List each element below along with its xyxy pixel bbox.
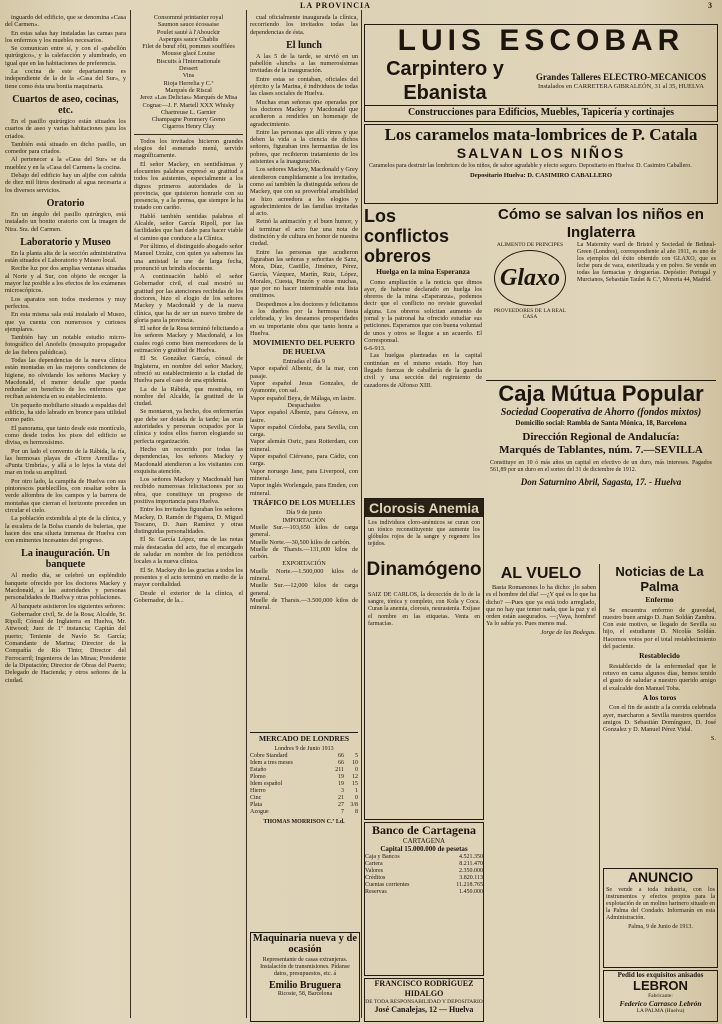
table-row: [365, 889, 483, 896]
table-row: [250, 760, 358, 767]
table-cell: 19: [338, 773, 344, 780]
subheading: Entradas el día 9: [282, 358, 326, 366]
table-row: [250, 788, 358, 795]
paragraph: Recibe luz por dos amplias ventanas situadas al Norte y al Sur, con objeto de recoger la mayor luz posible a los efectos de los exámenes microscópicos.: [5, 265, 126, 295]
paragraph: Se comunican entre sí, y con el «pabellón quirúrgico», y la calefacción y alumbrado, en igual que en las habitaciones de preferencia.: [5, 45, 126, 67]
conflicts-article: [364, 206, 482, 494]
menu-item: Saumon sauce écossaise: [157, 21, 220, 29]
page-number: 3: [708, 1, 712, 10]
table-cell: 1.450.000: [459, 889, 483, 895]
table-cell: Cobre Standard: [250, 752, 288, 759]
market-table: [250, 753, 358, 816]
table-cell: 15: [352, 780, 358, 787]
column-1: [5, 14, 126, 1020]
table-cell: Plata: [250, 801, 262, 808]
ad-address: Instalados en CARRETERA GIBRALEÓN, 31 al 35, HUELVA: [538, 83, 704, 90]
paragraph: Los señores Mackey y Macdonald han recibido numerosas felicitaciones por su obra, que constituye un progreso de positiva importancia para Huelva.: [134, 476, 243, 505]
section-heading: MOVIMIENTO DEL PUERTO DE HUELVA: [253, 338, 355, 356]
paragraph: La población extendida al pie de la clínica, y la escalera de la Bolsa cuando de bulerias, que hacen dos una silueta inmensa de Huelva con con eminentes incesantes del progreso.: [5, 515, 126, 545]
ad-address: LA PALMA (Huelva): [636, 1008, 685, 1014]
table-row: [365, 868, 483, 875]
table-cell: 0: [355, 794, 358, 801]
subheading: Día 9 de junio: [286, 509, 322, 517]
ad-brand: LEBRON: [633, 978, 688, 993]
ad-capital: Capital 15.000.000 de pesetas: [380, 845, 468, 853]
paragraph: Reinó la animación y el buen humor, y al terminar el acto fue una nota de distinción y de cultura en honor de nuestra ciudad.: [250, 218, 358, 248]
ad-subtitle: Fabricante:: [648, 993, 673, 999]
ad-body: Caramelos para destruir las lombrices de los niños, de sabor agradable y efecto seguro. Depositario en Huelva: D. Casimiro Caballero.: [369, 163, 692, 169]
menu-item: Filet de bœuf rôti, pommes soufflées: [142, 43, 235, 51]
port-entry: Vapor español Jesus Gonzales, de Ayamonte, con sal.: [250, 380, 358, 395]
paragraph: Por otro lado, la campiña de Huelva con sus pintorescos pueblecillos, con resaltar sobre la verde alfombra de los campos y la barrera de montañas que cierran el horizonte preceden un circular el cielo.: [5, 477, 126, 514]
table-cell: 12: [352, 773, 358, 780]
table-cell: Idem español: [250, 780, 283, 787]
port-departures: [250, 409, 358, 497]
paragraph: La cocina de este departamento es independiente de la de la «Casa del Sur», y tiene como ésta una bonita maquinaria.: [5, 68, 126, 90]
paragraph: Por último, el distinguido abogado señor Manuel Urzáiz, con quien ya sabemos las una amistad le une de larga fecha, pronunció un brindis elocuente.: [134, 242, 243, 272]
table-row: [250, 774, 358, 781]
al-vuelo-article: [486, 564, 596, 1020]
table-cell: 19: [338, 780, 344, 787]
section-heading: Cuartos de aseo, cocinas, etc.: [12, 93, 119, 116]
ad-product: Dinamógeno: [366, 559, 482, 580]
ad-address: José Canalejas, 12 — Huelva: [374, 1005, 474, 1014]
paragraph: Desde el exterior de la clínica, el Gobernador, de la...: [134, 589, 243, 604]
table-cell: 2.350.000: [459, 868, 483, 874]
paragraph: En esta misma sala está instalado el Museo, que ya cuenta con numerosos y curiosos ejemplares.: [5, 311, 126, 333]
table-cell: 4.521.350: [459, 854, 483, 860]
port-entry: Vapor español Albeniz, para Génova, en lastre.: [250, 409, 358, 424]
paragraph: Basta Romanones lo ha dicho: ¡lo saben es el hombre del día! —¿Y qué es lo que ha dicho? —Pues que ya está todo arreglado, que no hay que temer nada, que la paz y el orden están asegurados. —¡Vaya, hombre! Ya lo sabía yo. Pues menos mal.: [486, 584, 596, 628]
paragraph: Los señores Mackey, Macdonald y Grey atendieron cumplidamente a los invitados, como así también la distinguida señora de Mackey, que con su proverbial amabilidad se hizo acreedora a los elogios y agradecimientos de las familias invitadas al acto.: [250, 166, 358, 218]
ad-address: Ricoste, 58, Barcelona: [277, 991, 333, 997]
ad-domicile: Domicilio social: Rambla de Santa Mónica, 18, Barcelona: [515, 419, 687, 427]
table-cell: Estaño: [250, 766, 267, 773]
paragraph: Los aparatos son todos modernos y muy perfectos.: [5, 295, 126, 310]
article-date: 6-6-913.: [364, 345, 386, 353]
ad-agent: Don Saturnino Abril, Sagasta, 17. - Huelva: [520, 477, 682, 487]
table-row: [250, 809, 358, 816]
ad-depositary: Depositario Huelva: D. CASIMIRO CABALLERO: [469, 172, 613, 179]
article-signature: Jorge de las Bodegas.: [540, 628, 596, 636]
menu-title: Consommé printanier royal: [153, 14, 224, 21]
table-cell: 21: [338, 794, 344, 801]
ad-subtitle: SALVAN LOS NIÑOS: [456, 145, 626, 161]
paragraph: En el pasillo quirúrgico están situados los cuartos de aseo y varias habitaciones para los criados.: [5, 117, 126, 140]
ad-name: Emilio Bruguera: [269, 980, 341, 991]
paragraph: Como ampliación a la noticia que dimos ayer, de haberse declarado en huelga los obreros de la mina «Esperanza», podemos decir que el conflicto no reviste gravedad alguna. Los obreros solicitan aumento de jornal y la patronal ha ofrecido estudiar sus peticiones. Esperamos que con buena voluntad de unos y otros se llegue a un acuerdo. El Corresponsal.: [364, 278, 482, 344]
ad-title: Caja Mútua Popular: [498, 381, 704, 406]
divider: [134, 134, 243, 135]
traffic-entry: Muelle Sur.—12,000 kilos de carga general.: [250, 582, 358, 597]
table-cell: 1: [355, 787, 358, 794]
table-cell: Reservas: [365, 889, 387, 895]
port-entry: Vapor español Ciérvano, para Cádiz, con carga.: [250, 453, 358, 468]
table-cell: 3: [341, 787, 344, 794]
paragraph: A las 5 de la tarde, se sirvió en un pabellón «lunch» a las numerosísimas invitadas de la inauguración.: [250, 52, 358, 75]
table-cell: Caja y Bancos: [365, 854, 400, 860]
menu-item: Rioja Herrelia y C.ª: [163, 79, 214, 87]
caja-ad: [486, 380, 716, 559]
paragraph: El Sr. González García, cónsul de Inglaterra, en nombre del señor Mackey, ofreció su establecimiento a la ciudad de Huelva para el caso de una epidemia.: [134, 355, 243, 385]
article-title: Los conflictos obreros: [364, 206, 450, 266]
article-title: AL VUELO: [500, 565, 582, 582]
caption: PROVEEDORES DE LA REAL CASA: [493, 308, 567, 320]
catala-ad: [364, 124, 718, 204]
exports-list: [250, 568, 358, 612]
column-rule: [599, 564, 600, 1018]
ad-maker: Federico Carrasco Lebrón: [619, 999, 702, 1008]
balance-table: [365, 854, 483, 896]
paragraph: Entre las personas que acudieron figuraban las señoras y señoritas de Sanz, Mora, Díaz, Castillo, Jiménez, Pérez, García, Vázquez, Martín, Ruiz, López, Morales, Cuesta, Pinzón y otras muchas, que por no hacer interminable esta lista omitimos.: [250, 248, 358, 300]
table-cell: Cuentas corrientes: [365, 882, 410, 888]
paragraph: Debajo del edificio hay un aljibe con cabida de diez mil litros destinado al agua necesaria a los diversos servicios.: [5, 172, 126, 194]
table-cell: 8.211.470: [459, 861, 483, 867]
ad-body: Constituye en 10 ó más años un capital en efectivo de un duro, más intereses. Pagados 561,89 por un duro en el sorteo del 31 de diciembre de 1912.: [490, 460, 712, 473]
paragraph: Con el fin de asistir a la corrida celebrada ayer, marcharon a Sevilla nuestros queridos amigos D. Sebastián Domínguez, D. José Gonzalez y D. Manuel Pérez Vidal.: [603, 704, 716, 734]
table-cell: Azogue: [250, 808, 269, 815]
port-entry: Vapor alemán Osric, para Rotterdam, con mineral.: [250, 438, 358, 453]
paragraph: Entre las personas que allí vimos y que deben la vida a la ciencia de dichos señores, figuraban tres hermanitas de los pobres, que recibieron tratamiento de los asistentes a la inauguración.: [250, 128, 358, 166]
table-cell: 66: [338, 759, 344, 766]
paragraph: Se montaron, ya hecho, dos enfermerías que debe ser dotada de la tarde; las eran autoridades y personas ocupados por la clínica y todos ellos fueron elogiando su perfecta organización.: [134, 408, 243, 445]
paragraph: A continuación habló el señor Gobernador civil, el cual mostró su gratitud por las atenciones recibidas de los doctores, hizo el elogio de los señores Mackey y Macdonald y de la nueva clínica, que ha de ser un nuevo timbre de gloria para la provincia.: [134, 273, 243, 324]
port-entry: Vapor noruego Jane, para Liverpool, con mineral.: [250, 467, 358, 482]
section-heading: El lunch: [286, 39, 322, 51]
glaxo-logo: [494, 250, 566, 306]
paragraph: En un ángulo del pasillo quirúrgico, está instalado un bonito oratorio con la imagen de Ntra. Sra. del Carmen.: [5, 210, 126, 233]
table-cell: Cartera: [365, 861, 383, 867]
ad-direction: Dirección Regional de Andalucía:: [522, 431, 680, 443]
ad-body: La Maternity ward de Bristol y Sociedad de Bethnal-Green (Londres), correspondiente al año 1911, es uno de los ejemplos del éxito obtenido con GLAXO, que es leche pura de vaca, esterilizada y en polvo. Se vende en todas las farmacias y droguerías. Depósito: Portugal y Murcianos, Sebastián Taulet & C.ª, Moreria 44, Madrid.: [577, 242, 716, 283]
ad-body: Los individuos cloro-anémicos se curan con un tónico reconstituyente que aumente los glóbulos rojos de la sangre y regenere los tejidos.: [368, 520, 480, 547]
column-3: [250, 14, 358, 726]
table-row: [250, 767, 358, 774]
la-palma-news: [603, 564, 716, 864]
subheading: IMPORTACIÓN: [282, 516, 326, 524]
paragraph: Al medio día, se celebró un espléndido banquete ofrecido por los doctores Mackey y Macdonald, a las autoridades y personas personalidades de Huelva y otras poblaciones.: [5, 572, 126, 602]
table-cell: 211: [335, 766, 344, 773]
menu-item: Dessert: [179, 65, 198, 73]
menu-item: Vins: [182, 72, 195, 80]
port-entry: Vapor inglés Worlengale, para Emden, con mineral.: [250, 482, 358, 497]
menu-item: Champagne Pommery Greno: [151, 116, 226, 124]
table-cell: Créditos: [365, 875, 386, 881]
paragraph: Todas las dependencias de la nueva clínica están montadas en las mejores condiciones de higiene, no olvidando los señores Mackey y Macdonald, el menor detalle que pueda redundar en beneficio de los enfermos que reciban asistencia en su establecimiento.: [5, 356, 126, 401]
paragraph: Un pequeño mobiliario situado a espaldas del edificio, ha sido labrado en bronce para utilidad como patio.: [5, 401, 126, 424]
table-cell: 66: [338, 752, 344, 759]
ad-address: Marqués de Tablantes, núm. 7.—SEVILLA: [499, 444, 703, 456]
menu-item: Chartreuse L. Garnier: [160, 108, 217, 116]
traffic-entry: Muelle Sur.—103,650 kilos de carga general.: [250, 523, 358, 539]
menu-item: Mousse glacé Louise: [161, 50, 216, 58]
section-heading: TRÁFICO DE LOS MUELLES: [252, 497, 356, 507]
market-title: MERCADO DE LONDRES: [258, 734, 349, 743]
traffic-entry: Muelle Norte.—30,500 kilos de carbón.: [250, 538, 351, 546]
subheading: Restablecido: [639, 651, 680, 661]
port-entry: Vapor español Córdoba, para Sevilla, con carga.: [250, 423, 358, 439]
table-row: [365, 875, 483, 882]
column-2: [134, 14, 243, 1020]
ad-title: ANUNCIO: [627, 869, 694, 885]
ad-trade: Grandes Talleres ELECTRO-MECANICOS: [535, 72, 707, 82]
ad-name: FRANCISCO RODRÍGUEZ HIDALGO: [374, 979, 474, 998]
ad-title: Los caramelos mata-lombrices de P. Catala: [384, 125, 698, 144]
ad-body: SAIZ DE CARLOS, la decocción de lo de la sangre, tónica y completo, con Kola y Coca. Curan la anemia, clorosis, neurastenia. Exíjase el nombre en las etiquetas. Venta en farmacias.: [368, 592, 480, 627]
ad-subtitle: DE TODA RESPONSABILIDAD Y DEPOSITARIO: [365, 999, 483, 1005]
table-cell: Valores: [365, 868, 383, 874]
table-cell: 27: [338, 801, 344, 808]
menu-item: Asperges sauce Chablis: [158, 35, 219, 43]
paragraph: También hay un notable estudio micro-fotográfico del Anofelis (mosquito propagador de las fiebres palúdicas).: [5, 334, 126, 356]
table-cell: 8: [355, 808, 358, 815]
paragraph: Por un lado el convento de la Rábida, la ría, las hermosas playas de «Torre Arenilla» y «Punta Umbría», y allá a lo lejos la vista del mar en toda su amplitud.: [5, 447, 126, 477]
table-cell: Cinc: [250, 794, 262, 801]
table-cell: Plomo: [250, 773, 266, 780]
table-cell: 3/8: [350, 801, 358, 808]
banquet-menu: [134, 21, 243, 130]
ad-title: Maquinaria nueva y de ocasión: [252, 933, 358, 955]
lebron-ad: [603, 970, 718, 1022]
article-title: Noticias de La Palma: [615, 564, 704, 594]
rodriguez-ad: [364, 978, 484, 1022]
paragraph: Gobernador civil, Sr. de la Rosa; Alcalde, Sr. Ripoll; Cónsul de Inglaterra en Huelva, Mr. Attwood; Juez de 1ª instancia; Capitán del puerto; Teniente de Navío Sr. García; Comandante de Marina; Director de la Compañía de Río Tinto; Director del Ferrocarril; Ingenieros de las Minas; Presidente de la Diputación; Director de Obras del Puerto; Delegado de Hacienda; y otros señores de la ciudad.: [5, 610, 126, 684]
port-entry: Vapor español Beya, de Málaga, en lastre.: [250, 394, 356, 402]
traffic-entry: Muelle de Tharsis.—3.500,000 kilos de mineral.: [250, 596, 358, 612]
paragraph: Se encuentra enfermo de gravedad, nuestro buen amigo D. Juan Soldán Zambra. Con este motivo, se llegado de Sevilla su hijo, el estudiante D. Nicolás Soldán. Hacemos votos por el total restablecimiento del paciente.: [603, 606, 716, 650]
ad-name: LUIS ESCOBAR: [397, 24, 685, 57]
maquinaria-ad: [250, 932, 360, 1022]
traffic-entry: Muelle Norte.—1.500,000 kilos de mineral.: [250, 567, 358, 582]
paragraph: Restablecido de la enfermedad que le retuvo en cama algunos días, hemos tenido el gusto de saludar a nuestro querido amigo el exalcalde don Manuel Toba.: [603, 662, 716, 692]
table-row: [365, 861, 483, 868]
table-cell: 5: [355, 752, 358, 759]
paragraph: También está situado en dicho pasillo, un comedor para criados.: [5, 140, 126, 156]
paragraph: Entre los invitados figuraban los señores Mackey, D. Ramón de Figuera, D. Miguel Toscano, D. Juan Ramírez y otras distinguidas personalidades.: [134, 506, 243, 536]
menu-item: Marqués de Riscal: [165, 86, 212, 94]
port-entry: Vapor español Albeniz, de la mar, con pasaje.: [250, 365, 358, 380]
paragraph: El señor de la Rosa terminó felicitando a los señores Mackey y Macdonald, a los cuales rogó como bien merecedores de la estimación y gratitud de Huelva.: [134, 325, 243, 355]
table-cell: 7: [341, 808, 344, 815]
menu-item: Cigarros Henry Clay: [162, 123, 215, 131]
paragraph: El Sr. García López, una de las notas más destacadas del acto, fue el encargado de saludar en nombre de los periódicos locales a la nueva clínica.: [134, 536, 243, 566]
anuncio-ad: [603, 868, 718, 968]
banco-ad: [364, 822, 484, 976]
paragraph: cual oficialmente inaugurada la clínica, recorriendo los invitados todas las dependencias de ésta.: [250, 14, 358, 36]
paragraph: Habló también sentidas palabras el Alcalde, señor García Ripoll, por las facilidades que han dado para hacer viable el camino que conduce a la Clínica.: [134, 212, 243, 242]
paragraph: Al pertenecer a la «Casa del Sur» se da mueblez y en la «Casa del Carmen» la cocina.: [5, 156, 126, 171]
table-cell: 0: [355, 766, 358, 773]
logo-text: Glaxo: [500, 264, 560, 291]
subheading: EXPORTACIÓN: [282, 560, 326, 568]
market-signature: THOMAS MORRISON C.ª Ld.: [263, 818, 345, 825]
table-row: [250, 795, 358, 802]
article-signature: S.: [710, 734, 716, 742]
paragraph: El señor Mackey, en sentidísimas y elocuentes palabras expresó su gratitud a todos los asistentes, especialmente a los dignos primeros autoridades de la provincia, que quisieron honrarle con su presencia, y a la prensa, que siempre le ha tratado con cariño.: [134, 160, 243, 212]
column-rule: [246, 10, 247, 1018]
paragraph: Despedimos a los doctores y felicitamos a los dueños por la hermosa fiesta celebrada, y les deseamos prosperidades en su importante obra que tanto honra a Huelva.: [250, 300, 358, 337]
table-row: [250, 781, 358, 788]
subheading: Enfermo: [645, 595, 674, 604]
ad-title: Cómo se salvan los niños en Inglaterra: [498, 206, 704, 241]
menu-item: Cognac—J. F. Martell XXX Whisky: [142, 101, 235, 109]
paragraph: Entre estas se contaban, oficiales del ejército y la Marina, é individuos de todas las clases sociales de Huelva.: [250, 75, 358, 98]
paragraph: Muchas eran señoras que operadas por los doctores Mackey y Macdonald que acudieron a rendirles un homenaje de agradecimiento.: [250, 98, 358, 128]
ad-subtitle: Sociedad Cooperativa de Ahorro (fondos mixtos): [500, 407, 702, 418]
paragraph: inguardo del edificio, que se denomina «Casa del Carmen».: [5, 14, 126, 29]
ad-city: CARTAGENA: [402, 837, 446, 845]
column-rule: [130, 10, 131, 1018]
section-heading: Laboratorio y Museo: [20, 236, 111, 248]
port-arrivals: [250, 365, 358, 401]
paragraph: Al banquete asistieron los siguientes señores:: [11, 602, 126, 610]
column-rule: [361, 10, 362, 1018]
london-market: [250, 732, 358, 929]
page-label: LA PROVINCIA: [300, 1, 371, 10]
table-cell: Idem a tres meses: [250, 759, 293, 766]
ad-title: Clorosis Anemia: [365, 499, 483, 517]
menu-item: Biscuits à l'Internationale: [156, 57, 221, 65]
dinamogeno-ad: [364, 498, 484, 820]
market-date: Londres 9 de Junio 1913: [274, 745, 334, 752]
imports-list: [250, 524, 358, 560]
article-subtitle: Huelga en la mina Esperanza: [376, 267, 470, 276]
menu-item: Poulet sauté à l'Abouckir: [156, 28, 221, 36]
table-cell: 11.218.765: [456, 882, 483, 888]
paragraph: El Sr. Mackey dio las gracias a todos los presentes y el acto terminó en medio de la mayor cordialidad.: [134, 566, 243, 589]
menu-item: Jerez «Las Delicias» Marqués de Misa: [139, 94, 238, 102]
ad-trade: Carpintero y Ebanista: [386, 58, 504, 104]
ad-body: Se vende a toda industria, con los instrumentos y efectos propios para la explotación de un molino harinero situado en la Palma del Condado. Informarán en esta Administración.: [606, 887, 715, 921]
subheading: Despachados: [287, 401, 321, 409]
table-cell: 3.820.113: [459, 875, 483, 881]
paragraph: La de la Rábida, que mostraba, en nombre del Alcalde, la gratitud de la ciudad.: [134, 385, 243, 408]
paragraph: En estas salas hay instaladas las camas para los enfermos y los muebles necesarios.: [5, 29, 126, 44]
table-row: [250, 802, 358, 809]
paragraph: Todos los invitados hicieron grandes elogios del esmerado menú, servido magníficamente.: [134, 137, 243, 160]
ad-title: Banco de Cartagena: [372, 823, 476, 837]
table-row: [365, 882, 483, 889]
ad-title: Pedid los exquisitos anisados: [617, 971, 704, 979]
section-heading: Oratorio: [46, 197, 85, 209]
glaxo-ad: [486, 206, 716, 374]
table-cell: Hierro: [250, 787, 266, 794]
ad-services: Construcciones para Edificios, Muebles, Tapicería y cortinajes: [365, 105, 717, 120]
table-cell: 10: [352, 759, 358, 766]
table-row: [250, 753, 358, 760]
paragraph: En la planta alta de la sección administrativa están situados el Laboratorio y Museo local.: [5, 249, 126, 265]
paragraph: Hecho un recorrido por todas las dependencias, los señores Mackey y Macdonald atendieron a los visitantes con exquisita atención.: [134, 445, 243, 475]
paragraph: El panorama, que tanto desde este montículo, como desde todos los pisos del edificio se divisa, es hermosísimo.: [5, 424, 126, 447]
ad-body: Representante de casas extranjeras. Instalación de transmisiones. Pídanse datos, presupuestos, etc. á: [260, 957, 350, 977]
ad-date: Palma, 9 de Junio de 1913.: [628, 924, 693, 930]
escobar-ad: [364, 24, 718, 122]
traffic-entry: Muelle de Tharsis.—131,000 kilos de carbón.: [250, 545, 358, 561]
section-heading: La inauguración. Un banquete: [21, 548, 110, 571]
caption: ALIMENTO DE PRINCIPES: [496, 242, 564, 248]
paragraph: Las huelgas planteadas en la capital continúan en el mismo estado. Hoy han llegado fuerzas de caballería de la guardia civil y una sección del regimiento de cazadores de Alfonso XIII.: [364, 352, 482, 389]
subheading: A los toros: [642, 692, 677, 702]
table-row: [365, 854, 483, 861]
